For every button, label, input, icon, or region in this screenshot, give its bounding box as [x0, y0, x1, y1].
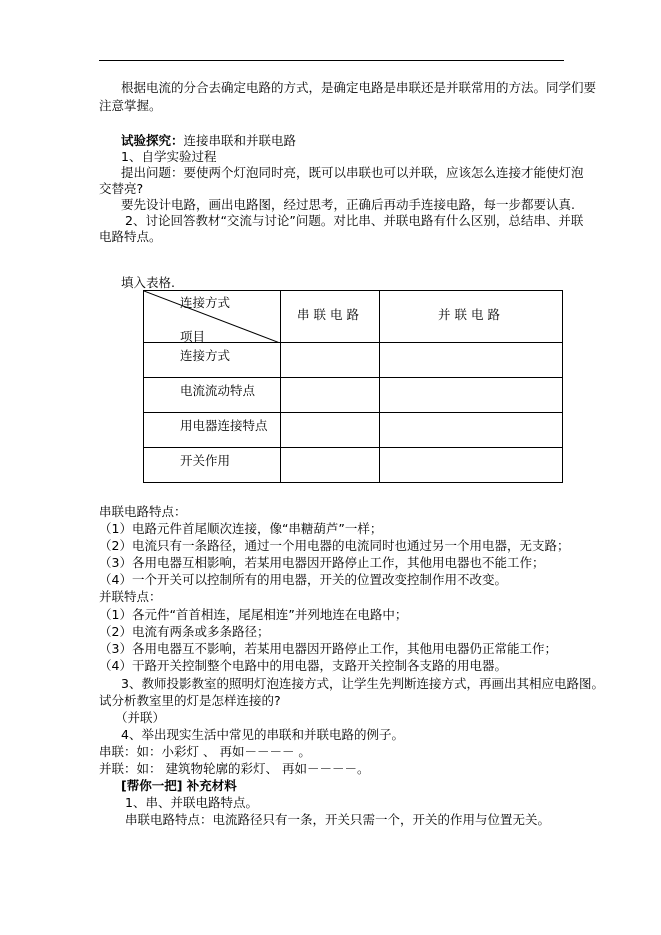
intro-line: 根据电流的分合去确定电路的方式，是确定电路是串联还是并联常用的方法。同学们要 [121, 80, 597, 95]
cell[interactable] [380, 343, 563, 378]
row-label: 开关作用 [144, 448, 281, 483]
question-3: 3、教师投影教室的照明灯泡连接方式，让学生先判断连接方式，再画出其相应电路图。 [121, 676, 604, 691]
parallel-example: 并联：如： 建筑物轮廓的彩灯、 再如－－－－。 [99, 761, 370, 776]
text-line: 提出问题：要使两个灯泡同时亮，既可以串联也可以并联，应该怎么连接才能使灯泡 [121, 165, 584, 180]
supplement-line: 串联电路特点：电流路径只有一条，开关只需一个，开关的作用与位置无关。 [125, 812, 551, 827]
parallel-item: （2）电流有两条或多条路径； [99, 624, 270, 639]
comparison-table [143, 290, 563, 483]
series-item: （1）电路元件首尾顺次连接，像“串糖葫芦”一样； [99, 521, 383, 536]
row-label: 用电器连接特点 [144, 413, 281, 448]
text-line: 2、讨论回答教材“交流与讨论”问题。对比串、并联电路有什么区别，总结串、并联 [125, 213, 584, 228]
series-title: 串联电路特点： [99, 504, 187, 519]
supplement-line: 1、串、并联电路特点。 [125, 795, 258, 810]
corner-bottom-label: 项目 [180, 329, 206, 344]
series-item: （2）电流只有一条路径，通过一个用电器的电流同时也通过另一个用电器，无支路； [99, 538, 570, 553]
text-line: 电路特点。 [99, 229, 162, 244]
table-intro: 填入表格. [121, 275, 175, 290]
header-parallel: 并联电路 [380, 291, 563, 343]
row-label: 连接方式 [144, 343, 281, 378]
question-4: 4、举出现实生活中常见的串联和并联电路的例子。 [121, 727, 404, 742]
text-line: 要先设计电路，画出电路图，经过思考，正确后再动手连接电路，每一步都要认真. [121, 197, 575, 212]
intro-line: 注意掌握。 [99, 98, 162, 113]
header-rule [99, 60, 564, 61]
text-line: 交替亮? [99, 181, 144, 196]
corner-top-label: 连接方式 [180, 295, 231, 310]
parallel-item: （3）各用电器互不影响，若某用电器因开路停止工作，其他用电器仍正常能工作； [99, 641, 557, 656]
series-item: （4）一个开关可以控制所有的用电器，开关的位置改变控制作用不改变。 [99, 572, 507, 587]
cell[interactable] [281, 413, 380, 448]
heading-bold: 试验探究： [121, 133, 184, 148]
heading-text: 连接串联和并联电路 [183, 133, 297, 148]
row-label: 电流流动特点 [144, 378, 281, 413]
header-series: 串联电路 [281, 291, 380, 343]
cell[interactable] [380, 378, 563, 413]
text-line: 1、自学实验过程 [121, 149, 217, 164]
help-heading: [帮你一把] 补充材料 [121, 778, 237, 793]
series-item: （3）各用电器互相影响，若某用电器因开路停止工作，其他用电器也不能工作； [99, 555, 545, 570]
cell[interactable] [281, 378, 380, 413]
cell[interactable] [281, 343, 380, 378]
series-example: 串联：如：小彩灯 、 再如－－－－ 。 [99, 744, 311, 759]
experiment-heading [121, 133, 296, 149]
question-3-cont: 试分析教室里的灯是怎样连接的? [99, 693, 281, 708]
parallel-item: （1）各元件“首首相连，尾尾相连”并列地连在电路中； [99, 607, 408, 622]
parallel-item: （4）干路开关控制整个电路中的用电器，支路开关控制各支路的用电器。 [99, 658, 507, 673]
parallel-title: 并联特点： [99, 589, 162, 604]
cell[interactable] [380, 413, 563, 448]
corner-cell [144, 291, 281, 343]
answer-parallel: （并联） [115, 710, 166, 725]
cell[interactable] [281, 448, 380, 483]
cell[interactable] [380, 448, 563, 483]
